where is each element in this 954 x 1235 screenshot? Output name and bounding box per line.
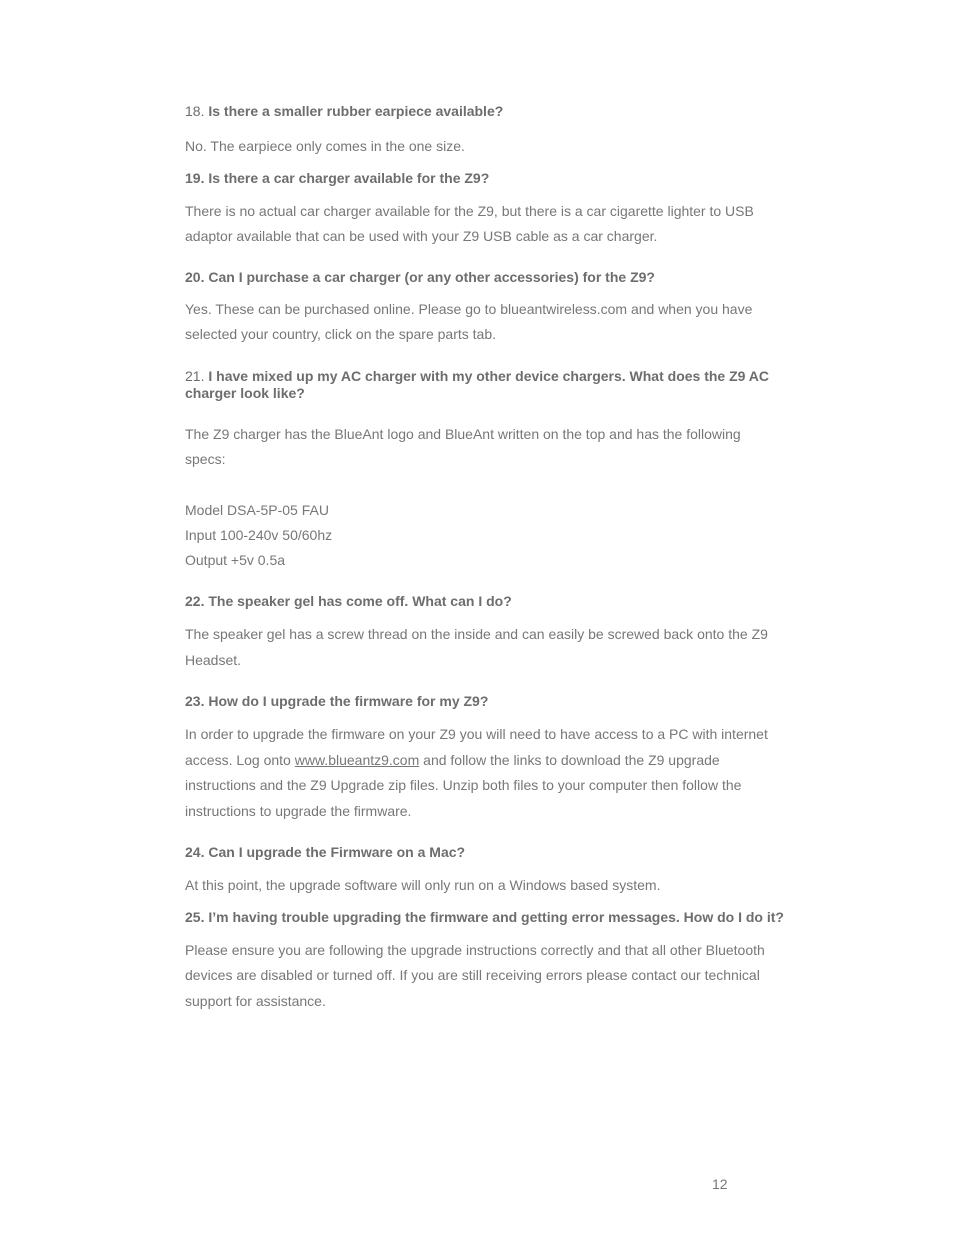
faq-answer-21: The Z9 charger has the BlueAnt logo and BlueAnt written on the top and has the following specs: xyxy=(185,425,741,467)
faq-question-22 xyxy=(185,593,785,610)
faq-number-20: 20. xyxy=(185,268,205,285)
spec-model: Model DSA-5P-05 FAU xyxy=(185,501,329,518)
faq-answer-24: At this point, the upgrade software will only run on a Windows based system. xyxy=(185,877,661,894)
page-number: 12 xyxy=(712,1176,728,1192)
faq-question-text-24: Can I upgrade the Firmware on a Mac? xyxy=(208,844,466,861)
faq-answer-23-part2: and follow the links to download the Z9 upgrade instructions and the Z9 Upgrade zip files. Unzip both files to your computer then follow the instructions to upgrade the firmware. xyxy=(185,751,742,819)
document-body xyxy=(185,103,785,1014)
faq-answer-23 xyxy=(185,722,785,824)
faq-number-19: 19. xyxy=(185,169,205,186)
faq-question-text-25: I’m having trouble upgrading the firmware and getting error messages. How do I do it? xyxy=(208,908,784,925)
faq-question-25 xyxy=(185,909,785,926)
faq-question-23 xyxy=(185,693,785,710)
faq-answer-19: There is no actual car charger available for the Z9, but there is a car cigarette lighter to USB adaptor available that can be used with your Z9 USB cable as a car charger. xyxy=(185,202,754,244)
faq-question-18 xyxy=(185,103,785,120)
faq-question-24 xyxy=(185,844,785,861)
faq-question-text-20: Can I purchase a car charger (or any other accessories) for the Z9? xyxy=(208,268,655,285)
spec-output: Output +5v 0.5a xyxy=(185,551,286,568)
faq-number-21: 21. xyxy=(185,367,205,384)
faq-number-25: 25. xyxy=(185,908,205,925)
faq-question-19 xyxy=(185,170,785,187)
faq-question-text-21: I have mixed up my AC charger with my other device chargers. What does the Z9 AC charger look like? xyxy=(185,367,770,401)
spec-input: Input 100-240v 50/60hz xyxy=(185,526,333,543)
faq-question-text-22: The speaker gel has come off. What can I do? xyxy=(208,593,512,610)
faq-number-24: 24. xyxy=(185,844,205,861)
faq-question-text-23: How do I upgrade the firmware for my Z9? xyxy=(208,693,489,710)
faq-question-text-19: Is there a car charger available for the Z9? xyxy=(208,169,490,186)
faq-answer-23-part1: In order to upgrade the firmware on your Z9 you will need to have access to a PC with internet access. Log onto xyxy=(185,726,768,768)
charger-specs xyxy=(185,498,785,574)
blueantz9-link[interactable]: www.blueantz9.com xyxy=(294,751,420,768)
faq-answer-18: No. The earpiece only comes in the one size. xyxy=(185,138,465,154)
faq-answer-20: Yes. These can be purchased online. Please go to blueantwireless.com and when you have selected your country, click on the spare parts tab. xyxy=(185,300,753,342)
faq-number-18: 18. xyxy=(185,103,205,119)
faq-number-23: 23. xyxy=(185,693,205,710)
faq-question-20 xyxy=(185,269,785,286)
faq-question-21 xyxy=(185,368,785,402)
faq-answer-25: Please ensure you are following the upgrade instructions correctly and that all other Bluetooth devices are disabled or turned off. If you are still receiving errors please contact our technical support for assistance. xyxy=(185,941,765,1009)
faq-question-text-18: Is there a smaller rubber earpiece available? xyxy=(208,103,504,119)
faq-answer-22: The speaker gel has a screw thread on the inside and can easily be screwed back onto the Z9 Headset. xyxy=(185,626,768,668)
faq-number-22: 22. xyxy=(185,593,205,610)
